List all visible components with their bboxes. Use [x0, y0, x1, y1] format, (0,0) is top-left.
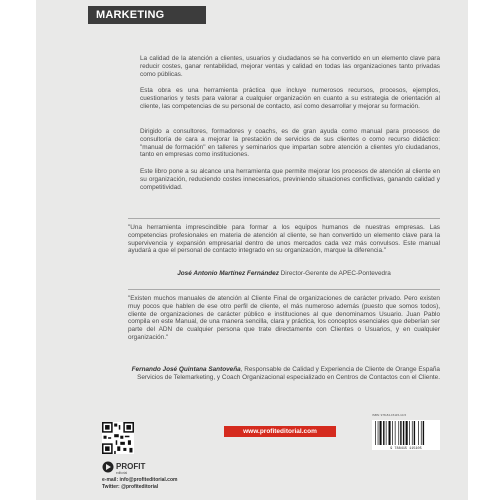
email-label: e-mail: [102, 477, 119, 483]
divider-2 [128, 289, 440, 290]
twitter-label: Twitter: [102, 483, 120, 490]
testimonial-1-author [128, 270, 440, 278]
testimonial-2: "Existen muchos manuales de atención al Cliente Final de organizaciones de carácter privado. Pero existen muy pocos que hablen de ese otro perfil de cliente, el más numeroso además (puesto que somos todos), cliente de organizaciones de carácter público e instituciones al que denominamos Usuario. Juan Pablo compila en este Manual, de una manera sencilla, clara y práctica, los conceptos esenciales que deberían ser parte del ADN de cualquier persona que trate directamente con Clientes o Usuarios, y en cualquier organización." [128, 295, 440, 341]
testimonial-1: "Una herramienta imprescindible para formar a los equipos humanos de nuestras empresas. Las competencias profesionales en materia de atención al cliente, se han convertido un elemento clave para la supervivencia y expansión empresarial dentro de unos mercados cada vez más convulsos. Este manual ayudará a que el personal de contacto integrado en su organización, marque la diferencia." [128, 224, 440, 255]
isbn-text: ISBN: 978-84-15115-10-5 [372, 413, 407, 417]
contact-info [102, 477, 177, 490]
barcode-icon [372, 420, 440, 450]
paragraph-4: Este libro pone a su alcance una herramienta que permite mejorar los procesos de atención al cliente en su organización, reduciendo costes innecesarios, previniendo situaciones conflictivas, ganando calidad y competitividad. [140, 168, 440, 191]
website-link[interactable]: www.profiteditorial.com [224, 426, 336, 437]
profit-logo-icon [102, 461, 114, 473]
divider-1 [128, 218, 440, 219]
book-back-cover [36, 0, 468, 500]
logo-name: PROFIT [116, 462, 146, 471]
author-role: , Responsable de Calidad y Experiencia de Cliente de Orange España Servicios de Telemarketing, y Coach Organizacional especializado en Centros de Contactos con el Cliente. [137, 366, 440, 381]
author-role: Director-Gerente de APEC-Pontevedra [278, 270, 391, 277]
logo-subtitle: editorial [116, 471, 128, 475]
paragraph-2: Esta obra es una herramienta práctica que incluye numerosos recursos, procesos, ejemplos, cuestionarios y tests para valorar a cualquier organización en cuanto a su estrategia de orientación al cliente, las competencias de su personal de contacto, así como desarrollar y mejorar su formación. [140, 87, 440, 110]
qr-code-icon[interactable] [102, 422, 134, 454]
paragraph-1: La calidad de la atención a clientes, usuarios y ciudadanos se ha convertido en un elemento clave para reducir costes, ganar rentabilidad, mejorar ventas y calidad en todas las organizaciones tanto privadas como públicas. [140, 55, 440, 78]
testimonial-2-author [128, 366, 440, 382]
category-tab: MARKETING [88, 6, 206, 24]
email-value[interactable]: info@profiteditorial.com [118, 477, 178, 483]
author-name: Fernando José Quintana Santoveña [131, 366, 241, 373]
publisher-logo [102, 460, 145, 474]
twitter-value[interactable]: @profiteditorial [119, 483, 159, 490]
barcode-number: 9 788415 115105 [390, 447, 422, 450]
paragraph-3: Dirigido a consultores, formadores y coachs, es de gran ayuda como manual para procesos de consultoría de cara a mejorar la prestación de servicios de sus clientes o como recurso didáctico: "manual de formación" en talleres y seminarios que impartan sobre atención a clientes y/o ciudadanos, tanto en empresas como instituciones. [140, 128, 440, 159]
author-name: José Antonio Martínez Fernández [177, 270, 279, 277]
